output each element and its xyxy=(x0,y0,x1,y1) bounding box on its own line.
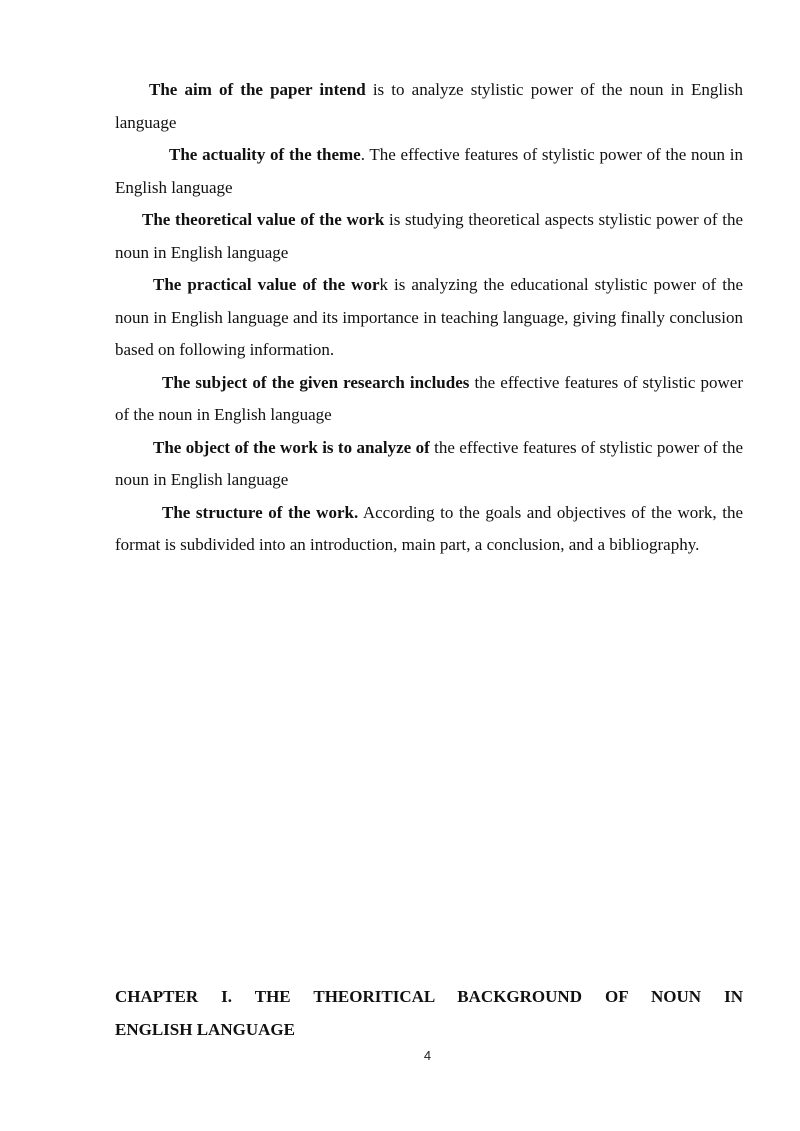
chapter-heading-line-2: ENGLISH LANGUAGE xyxy=(115,1019,295,1039)
paragraph-heading: The theoretical value of the work xyxy=(142,210,385,229)
paragraph-theoretical-value xyxy=(115,204,743,269)
paragraph-subject xyxy=(115,367,743,432)
paragraph-text: the effective features of stylistic power of the noun in English language xyxy=(115,372,743,424)
paragraph-text: is studying theoretical aspects stylistic power of the noun in English language xyxy=(115,210,743,262)
paragraph-object xyxy=(115,432,743,497)
paragraph-heading: The object of the work is to analyze of xyxy=(153,437,430,457)
paragraph-text: . The effective features of stylistic power of the noun in English language xyxy=(115,145,743,197)
paragraph-text: According to the goals and objectives of the work, the format is subdivided into an introduction, main part, a conclusion, and a bibliography. xyxy=(115,502,743,554)
paragraph-heading: The aim of the paper intend xyxy=(149,80,366,99)
paragraph-structure xyxy=(115,497,743,562)
document-body xyxy=(115,74,743,562)
paragraph-practical-value xyxy=(115,269,743,367)
paragraph-aim xyxy=(115,74,743,139)
page-number: 4 xyxy=(423,1048,432,1063)
paragraph-actuality xyxy=(115,139,743,204)
chapter-heading-line-1: CHAPTER I. THE THEORITICAL BACKGROUND OF NOUN IN xyxy=(115,987,743,1006)
paragraph-heading: The practical value of the wor xyxy=(153,275,380,294)
paragraph-heading: The subject of the given research includes xyxy=(162,372,470,392)
paragraph-text: k is analyzing the educational stylistic power of the noun in English language and its importance in teaching language, giving finally conclusion based on following information. xyxy=(115,275,743,359)
paragraph-heading: The structure of the work. xyxy=(162,502,359,522)
chapter-heading xyxy=(115,981,743,1046)
paragraph-heading: The actuality of the theme xyxy=(169,145,361,164)
paragraph-text: is to analyze stylistic power of the noun in English language xyxy=(115,80,743,132)
paragraph-text: the effective features of stylistic power of the noun in English language xyxy=(115,437,743,489)
